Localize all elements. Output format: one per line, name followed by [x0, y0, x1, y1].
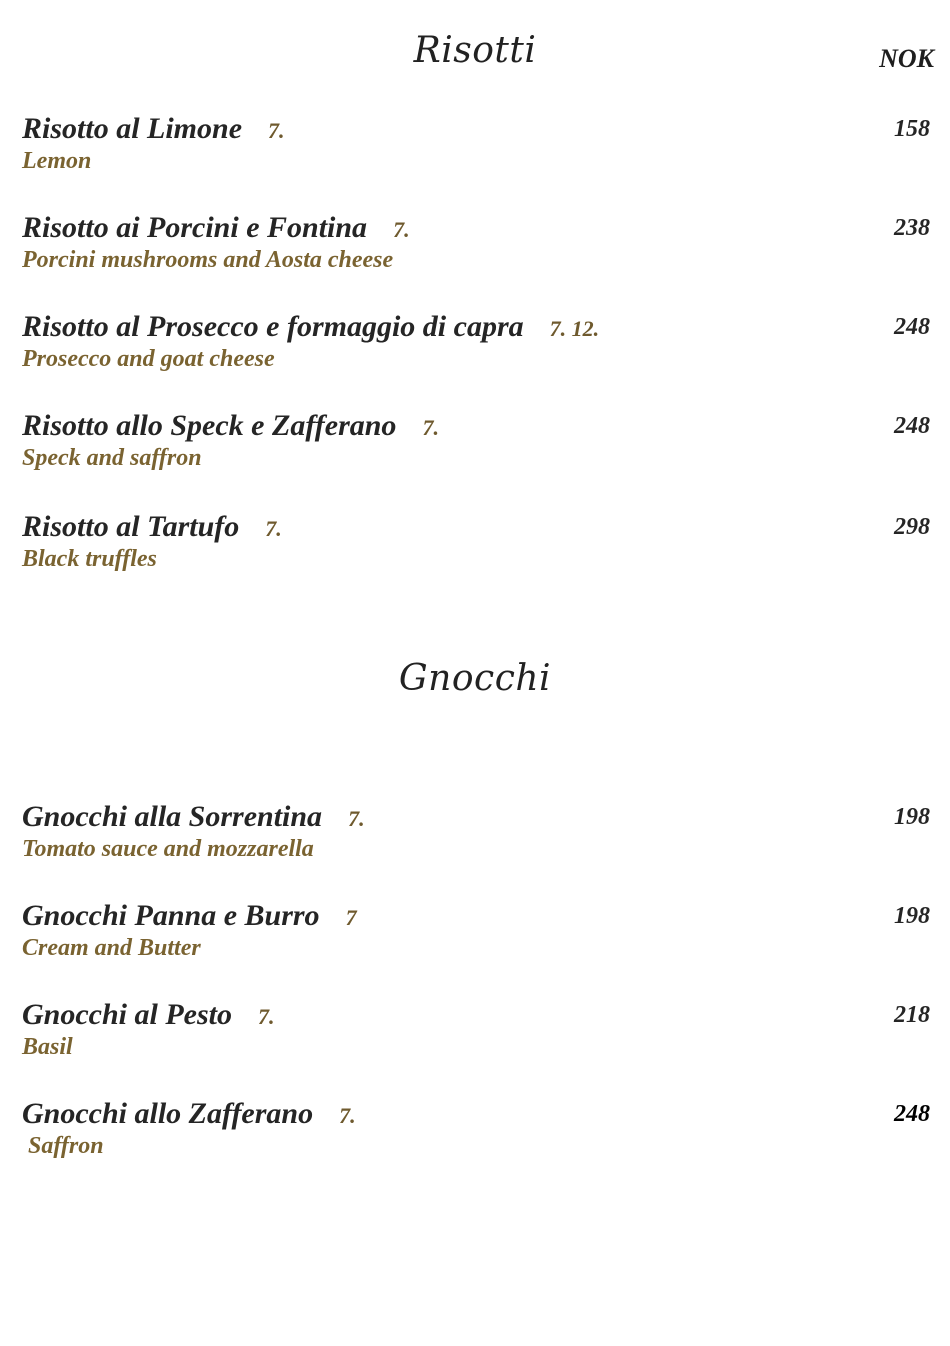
- menu-item: [22, 211, 930, 283]
- menu-item: [22, 998, 930, 1070]
- item-price: 198: [894, 903, 930, 929]
- menu-item: [22, 310, 930, 382]
- item-description: Tomato sauce and mozzarella: [22, 836, 314, 862]
- item-description: Speck and saffron: [22, 445, 202, 471]
- item-name: Risotto al Tartufo: [22, 510, 240, 543]
- menu-item: [22, 409, 930, 481]
- section-title-gnocchi: Gnocchi: [398, 658, 552, 699]
- item-allergens: 7.: [265, 516, 282, 541]
- item-description: Basil: [22, 1034, 73, 1060]
- item-price: 238: [894, 215, 930, 241]
- menu-item: [22, 510, 930, 582]
- item-description: Black truffles: [22, 546, 157, 572]
- menu-item: [22, 800, 930, 872]
- menu-item: [22, 899, 930, 971]
- item-allergens: 7.: [339, 1103, 356, 1128]
- item-price: 158: [894, 116, 930, 142]
- currency-label: NOK: [879, 44, 934, 73]
- item-name: Risotto al Limone: [22, 112, 243, 145]
- item-allergens: 7. 12.: [549, 316, 600, 341]
- item-allergens: 7.: [268, 118, 285, 143]
- item-name: Risotto allo Speck e Zafferano: [22, 409, 397, 442]
- item-price: 248: [894, 314, 930, 340]
- item-description: Lemon: [22, 148, 92, 174]
- item-allergens: 7.: [422, 415, 439, 440]
- menu-item: [22, 1097, 930, 1169]
- item-price: 248: [894, 1101, 930, 1127]
- item-name: Gnocchi allo Zafferano: [22, 1097, 314, 1130]
- item-allergens: 7.: [393, 217, 410, 242]
- item-price: 218: [894, 1002, 930, 1028]
- item-price: 298: [894, 514, 930, 540]
- item-name: Gnocchi Panna e Burro: [22, 899, 320, 932]
- item-name: Gnocchi alla Sorrentina: [22, 800, 323, 833]
- item-description: Prosecco and goat cheese: [22, 346, 275, 372]
- section-title-risotti: Risotti: [413, 30, 537, 71]
- item-allergens: 7.: [348, 806, 365, 831]
- item-price: 198: [894, 804, 930, 830]
- item-description: Cream and Butter: [22, 935, 201, 961]
- item-allergens: 7: [345, 905, 357, 930]
- item-name: Risotto al Prosecco e formaggio di capra: [22, 310, 524, 343]
- item-description: Porcini mushrooms and Aosta cheese: [22, 247, 394, 273]
- item-allergens: 7.: [258, 1004, 275, 1029]
- item-description: Saffron: [22, 1133, 104, 1159]
- item-name: Risotto ai Porcini e Fontina: [22, 211, 368, 244]
- item-name: Gnocchi al Pesto: [22, 998, 232, 1031]
- menu-item: [22, 112, 930, 184]
- item-price: 248: [894, 413, 930, 439]
